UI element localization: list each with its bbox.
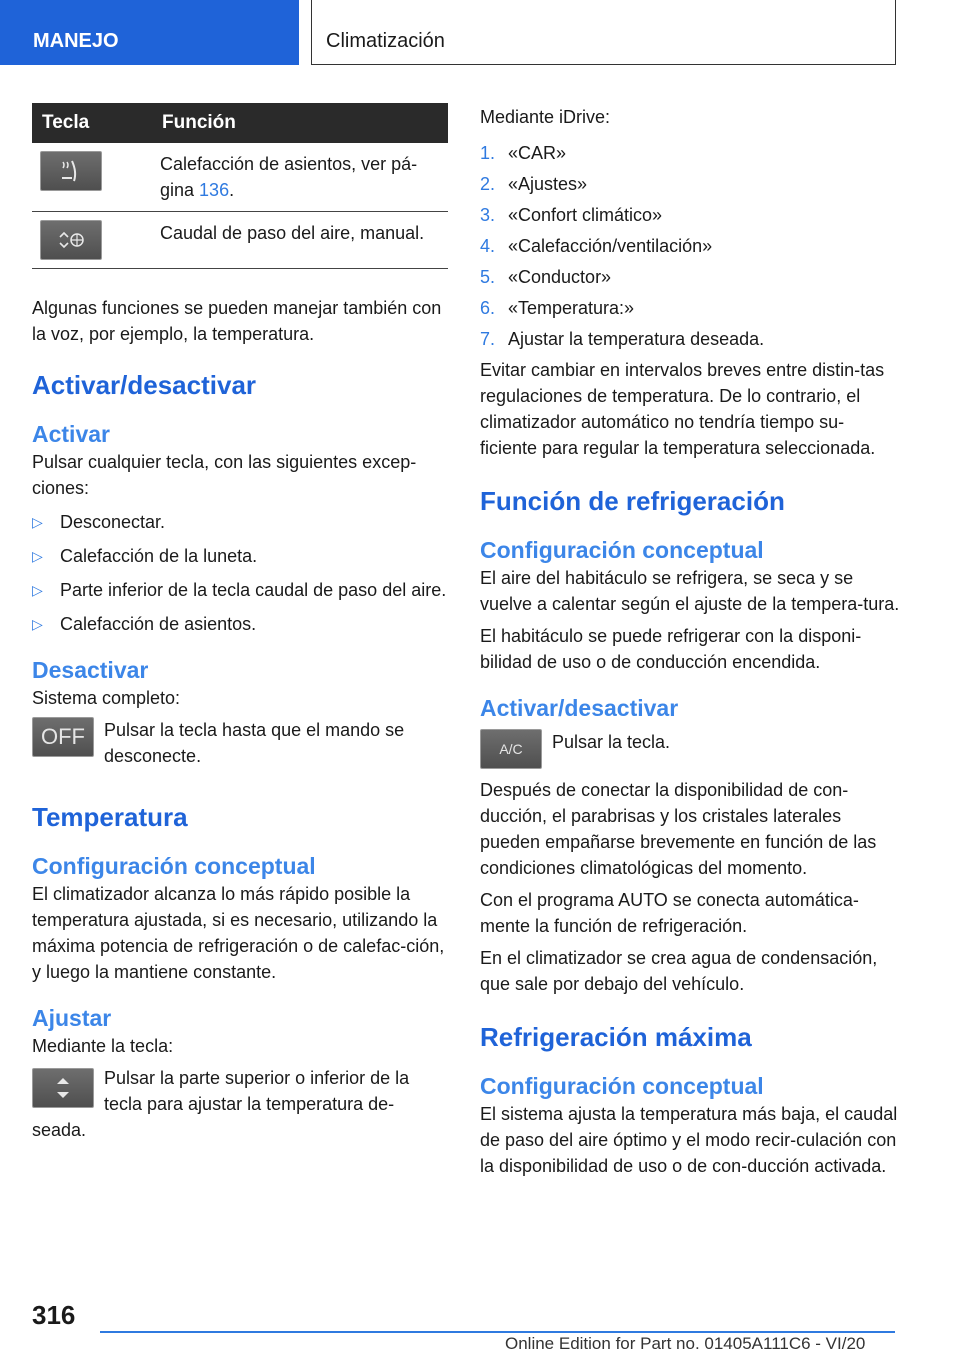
step-number: 7. — [480, 329, 496, 349]
condensacion-text: En el climatizador se crea agua de condensación, que sale por debajo del vehículo. — [480, 948, 878, 994]
ac-instruction — [480, 729, 900, 769]
list-item — [32, 509, 448, 535]
key-function-table — [32, 103, 448, 269]
list-item-text: Parte inferior de la tecla caudal de paso del aire. — [60, 580, 447, 600]
chapter-tab: Climatización — [311, 0, 896, 65]
table-row — [32, 143, 448, 212]
triangle-bullet-icon: ▷ — [32, 514, 43, 530]
step-text: «Temperatura:» — [508, 298, 635, 318]
bullet-list — [32, 509, 448, 637]
step-list — [480, 140, 900, 352]
triangle-bullet-icon: ▷ — [32, 616, 43, 632]
mediante-tecla-text: Mediante la tecla: — [32, 1036, 174, 1056]
list-item-text: Calefacción de asientos. — [60, 614, 257, 634]
heading-funcion-refrigeracion: Función de refrigeración — [480, 486, 785, 516]
step-number: 2. — [480, 174, 496, 194]
list-item — [32, 577, 448, 603]
sistema-text: Sistema completo: — [32, 688, 181, 708]
right-column — [480, 104, 900, 1179]
left-column — [32, 103, 448, 1143]
ac-text: Pulsar la tecla. — [552, 732, 671, 752]
heading-temperatura: Temperatura — [32, 802, 188, 832]
heading-desactivar: Desactivar — [32, 657, 149, 683]
step-number: 5. — [480, 267, 496, 287]
function-text: gina — [160, 180, 200, 200]
activar-text: Pulsar cualquier tecla, con las siguientes excep-ciones: — [32, 452, 417, 498]
heading-activar-desactivar: Activar/desactivar — [32, 370, 257, 400]
edition-text: Online Edition for Part no. 01405A111C6 - VI/20 — [505, 1334, 866, 1353]
table-header-key: Tecla — [32, 103, 152, 143]
triangle-bullet-icon: ▷ — [32, 548, 43, 564]
footer-divider — [100, 1331, 895, 1333]
table-cell-function — [152, 143, 448, 212]
step-text: «Ajustes» — [508, 174, 588, 194]
off-instruction — [32, 717, 448, 769]
step-number: 4. — [480, 236, 496, 256]
heading-ajustar: Ajustar — [32, 1005, 112, 1031]
heading-activar: Activar — [32, 421, 110, 447]
function-text: Calefacción de asientos, ver pá- — [160, 154, 418, 174]
off-text: Pulsar la tecla hasta que el mando se desconecte. — [104, 720, 405, 766]
section-tab: MANEJO — [0, 0, 299, 65]
ajustar-text: Pulsar la parte superior o inferior de la tecla para ajustar la temperatura de-seada. — [32, 1068, 410, 1140]
step-text: «Conductor» — [508, 267, 612, 287]
table-cell-function: Caudal de paso del aire, manual. — [152, 212, 448, 269]
seat-heating-key-icon — [40, 151, 102, 191]
step-text: Ajustar la temperatura deseada. — [508, 329, 765, 349]
table-row — [32, 212, 448, 269]
despues-text: Después de conectar la disponibilidad de con-ducción, el parabrisas y los cristales laterales pueden empañarse brevemente en función de las condiciones climatológicas del momento. — [480, 780, 877, 878]
heading-configuracion-conceptual: Configuración conceptual — [480, 1073, 764, 1099]
auto-text: Con el programa AUTO se conecta automática-mente la función de refrigeración. — [480, 890, 859, 936]
up-down-key-icon — [32, 1068, 94, 1108]
step-number: 3. — [480, 205, 496, 225]
list-item — [480, 326, 900, 352]
heading-activar-desactivar: Activar/desactivar — [480, 695, 679, 721]
page-number: 316 — [32, 1300, 76, 1330]
config-text: El climatizador alcanza lo más rápido posible la temperatura ajustada, si es necesario, utilizando la máxima potencia de refrigeración o de calefac-ción, y luego la mantiene constante. — [32, 884, 445, 982]
list-item — [480, 171, 900, 197]
table-header-function: Función — [152, 103, 448, 143]
airflow-fan-key-icon — [40, 220, 102, 260]
heading-configuracion-conceptual: Configuración conceptual — [480, 537, 764, 563]
page-link[interactable]: 136 — [199, 180, 230, 200]
off-key-icon: OFF — [32, 717, 94, 757]
function-text: . — [229, 180, 235, 200]
config-text: El sistema ajusta la temperatura más baja, el caudal de paso del aire óptimo y el modo recir-culación con la disponibilidad de uso o de con-ducción activada. — [480, 1104, 898, 1176]
config-text: El aire del habitáculo se refrigera, se seca y se vuelve a calentar según el ajuste de la tempera-tura. — [480, 568, 900, 614]
list-item — [480, 202, 900, 228]
mediante-idrive-text: Mediante iDrive: — [480, 107, 611, 127]
ajustar-instruction — [32, 1065, 448, 1143]
heading-refrigeracion-maxima: Refrigeración máxima — [480, 1022, 752, 1052]
triangle-bullet-icon: ▷ — [32, 582, 43, 598]
step-text: «CAR» — [508, 143, 567, 163]
list-item-text: Desconectar. — [60, 512, 166, 532]
step-number: 1. — [480, 143, 496, 163]
list-item — [480, 295, 900, 321]
list-item — [480, 233, 900, 259]
heading-configuracion-conceptual: Configuración conceptual — [32, 853, 316, 879]
list-item — [32, 611, 448, 637]
evitar-text: Evitar cambiar en intervalos breves entre distin-tas regulaciones de temperatura. De lo contrario, el climatizador automático no tendría tiempo su-ficiente para regular la temperatura seleccionada. — [480, 360, 885, 458]
step-text: «Confort climático» — [508, 205, 663, 225]
intro-text: Algunas funciones se pueden manejar también con la voz, por ejemplo, la temperatura. — [32, 298, 442, 344]
list-item — [480, 264, 900, 290]
step-text: «Calefacción/ventilación» — [508, 236, 713, 256]
step-number: 6. — [480, 298, 496, 318]
ac-key-icon: A/C — [480, 729, 542, 769]
list-item — [32, 543, 448, 569]
config-text: El habitáculo se puede refrigerar con la disponi-bilidad de uso o de conducción encendida. — [480, 626, 862, 672]
list-item-text: Calefacción de la luneta. — [60, 546, 258, 566]
list-item — [480, 140, 900, 166]
